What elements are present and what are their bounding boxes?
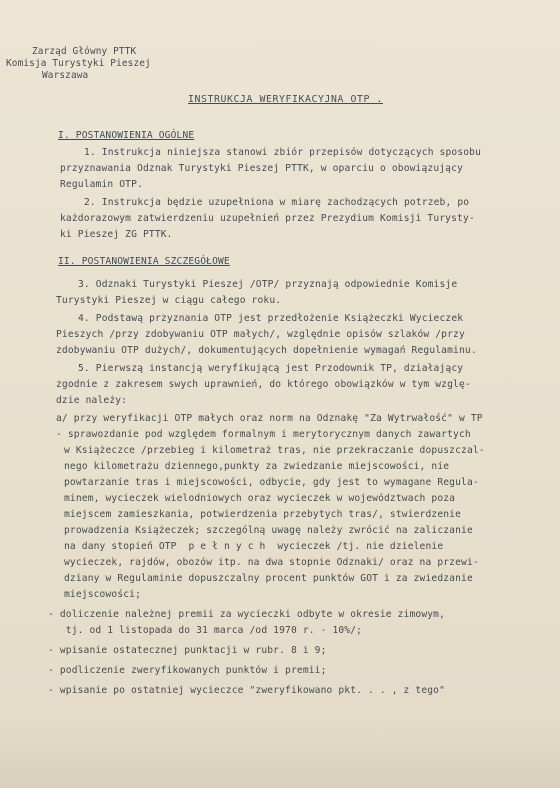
section-2-heading: II. POSTANOWIENIA SZCZEGÓŁOWE [58,256,230,267]
paragraph-line: miejscem zamieszkania, potwierdzenia przebytych tras/, stwierdzenie [64,509,462,520]
paragraph-line: dzie należy: [56,395,128,406]
section-1-heading: I. POSTANOWIENIA OGÓLNE [58,130,195,141]
paragraph-line: a/ przy weryfikacji OTP małych oraz norm na Odznakę "Za Wytrwałość" w TP [56,413,483,424]
paragraph-line: 4. Podstawą przyznania OTP jest przedłożenie Książeczki Wycieczek [78,313,464,324]
paragraph-line: minem, wycieczek wielodniowych oraz wycieczek w województwach poza [64,493,456,504]
org-name: Zarząd Główny PTTK [32,46,137,57]
paragraph-line: nego kilometrażu dziennego,punkty za zwiedzanie miejscowości, nie [64,461,450,472]
paragraph-line: przyznawania Odznak Turystyki Pieszej PTTK, w oparciu o obowiązujący [60,163,463,174]
paragraph-line: tj. od 1 listopada do 31 marca /od 1970 r. - 10%/; [48,625,363,636]
paragraph-line: - podliczenie zweryfikowanych punktów i premii; [48,665,327,676]
paragraph-line: powtarzanie tras i miejscowości, odbycie, gdy jest to wymagane Regula- [64,477,479,488]
document-title: INSTRUKCJA WERYFIKACYJNA OTP . [188,94,383,105]
paragraph-line: - sprawozdanie pod względem formalnym i merytorycznym danych zawartych [56,429,471,440]
commission-name: Komisja Turystyki Pieszej [6,58,151,69]
paragraph-line: Pieszych /przy zdobywaniu OTP małych/, względnie opisów szlaków /przy [56,329,465,340]
paragraph-line: Turystyki Pieszej w ciągu całego roku. [56,295,282,306]
paragraph-line: zdobywaniu OTP dużych/, dokumentujących dopełnienie wymagań Regulaminu. [56,345,477,356]
paragraph-line: 1. Instrukcja niniejsza stanowi zbiór przepisów dotyczących sposobu [84,147,482,158]
paragraph-line: Regulamin OTP. [60,179,143,190]
paragraph-line: ki Pieszej ZG PTTK. [60,229,173,240]
paragraph-line: - doliczenie należnej premii za wycieczki odbyte w okresie zimowym, [48,609,446,620]
paragraph-line: miejscowości; [64,589,142,600]
paragraph-line: wycieczek, rajdów, obozów itp. na dwa stopnie Odznaki/ oraz na przewi- [64,557,479,568]
paragraph-line: dziany w Regulaminie dopuszczalny procent punktów GOT i za zwiedzanie [64,573,473,584]
paragraph-line: - wpisanie po ostatniej wycieczce "zweryfikowano pkt. . . , z tego" [48,685,446,696]
paragraph-line: 2. Instrukcja będzie uzupełniona w miarę zachodzących potrzeb, po [84,197,470,208]
paragraph-line: - wpisanie ostatecznej punktacji w rubr. 8 i 9; [48,645,327,656]
city-name: Warszawa [42,70,89,81]
paragraph-line: 5. Pierwszą instancją weryfikującą jest Przodownik TP, działający [78,363,464,374]
paragraph-line: w Książeczce /przebieg i kilometraż tras, nie przekraczanie dopuszczal- [64,445,485,456]
paragraph-line: każdorazowym zatwierdzeniu uzupełnień przez Prezydium Komisji Turysty- [60,213,475,224]
paper-shade [0,718,560,788]
paragraph-line: prowadzenia Książeczek; szczególną uwagę należy zwrócić na zaliczanie [64,525,473,536]
paragraph-line: na dany stopień OTP p e ł n y c h wycieczek /tj. nie dzielenie [64,541,444,552]
paragraph-line: 3. Odznaki Turystyki Pieszej /OTP/ przyznają odpowiednie Komisje [78,279,458,290]
paragraph-line: zgodnie z zakresem swych uprawnień, do którego obowiązków w tym wzglę- [56,379,471,390]
